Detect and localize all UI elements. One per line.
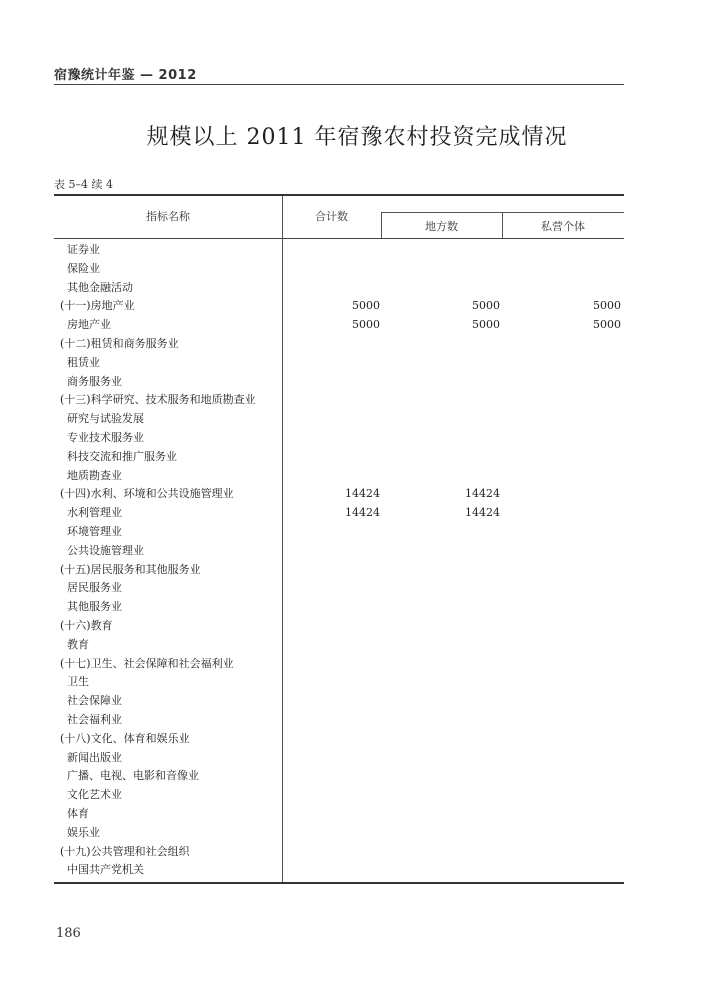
table-row <box>54 805 624 824</box>
private-cell: 5000 <box>593 318 621 332</box>
row-name: 环境管理业 <box>67 524 122 538</box>
row-name: 证券业 <box>67 243 100 256</box>
table-row <box>54 786 624 805</box>
data-table <box>54 194 624 884</box>
running-head: 宿豫统计年鉴 — 2012 <box>54 68 197 83</box>
row-name: (十七)卫生、社会保障和社会福利业 <box>60 656 234 670</box>
total-cell: 5000 <box>352 318 380 332</box>
header-bottom-rule <box>54 238 624 239</box>
row-name: (十二)租赁和商务服务业 <box>60 336 179 350</box>
row-name: 社会保障业 <box>67 694 122 708</box>
table-row <box>54 655 624 674</box>
column-header-name: 指标名称 <box>146 210 190 223</box>
table-row <box>54 843 624 862</box>
row-name: 水利管理业 <box>67 506 122 520</box>
row-name: 租赁业 <box>67 355 100 369</box>
table-row <box>54 824 624 843</box>
local-cell: 14424 <box>465 487 500 501</box>
table-row <box>54 448 624 467</box>
row-name: 体育 <box>67 806 89 820</box>
table-row <box>54 316 624 335</box>
table-row <box>54 297 624 316</box>
table-row <box>54 861 624 880</box>
row-name: (十四)水利、环境和公共设施管理业 <box>60 487 234 501</box>
row-name: (十八)文化、体育和娱乐业 <box>60 731 190 745</box>
table-row <box>54 730 624 749</box>
row-name: 研究与试验发展 <box>67 412 144 426</box>
table-row <box>54 241 624 260</box>
row-name: (十一)房地产业 <box>60 299 135 313</box>
column-header-private: 私营个体 <box>541 220 585 233</box>
row-name: 其他服务业 <box>67 600 122 614</box>
page-number: 186 <box>56 926 81 941</box>
table-row <box>54 692 624 711</box>
table-row <box>54 711 624 730</box>
row-name: 广播、电视、电影和音像业 <box>67 769 199 783</box>
table-row <box>54 598 624 617</box>
row-name: (十九)公共管理和社会组织 <box>60 844 190 858</box>
row-name: (十六)教育 <box>60 618 113 632</box>
row-name: 专业技术服务业 <box>67 430 144 444</box>
table-row <box>54 467 624 486</box>
row-name: 卫生 <box>67 675 89 689</box>
row-name: 娱乐业 <box>67 825 100 839</box>
table-row <box>54 673 624 692</box>
row-name: 文化艺术业 <box>67 788 122 802</box>
total-cell: 5000 <box>352 299 380 313</box>
row-name: 保险业 <box>67 261 100 275</box>
table-row <box>54 523 624 542</box>
table-row <box>54 561 624 580</box>
table-row <box>54 504 624 523</box>
row-name: 社会福利业 <box>67 712 122 726</box>
table-row <box>54 335 624 354</box>
row-name: 商务服务业 <box>67 374 122 388</box>
private-cell: 5000 <box>593 299 621 313</box>
row-name: (十五)居民服务和其他服务业 <box>60 562 201 576</box>
table-row <box>54 391 624 410</box>
row-name: 地质勘查业 <box>67 468 122 482</box>
row-name: 居民服务业 <box>67 581 122 595</box>
table-row <box>54 542 624 561</box>
table-row <box>54 354 624 373</box>
table-top-rule <box>54 194 624 196</box>
table-row <box>54 617 624 636</box>
local-cell: 5000 <box>472 299 500 313</box>
table-label: 表 5–4 续 4 <box>54 178 113 191</box>
table-body <box>54 241 624 880</box>
row-name: (十三)科学研究、技术服务和地质勘查业 <box>60 393 256 407</box>
table-row <box>54 429 624 448</box>
row-name: 中国共产党机关 <box>67 863 144 877</box>
row-name: 科技交流和推广服务业 <box>67 449 177 463</box>
table-row <box>54 636 624 655</box>
page-title: 规模以上 2011 年宿豫农村投资完成情况 <box>146 125 568 150</box>
table-row <box>54 767 624 786</box>
table-bottom-rule <box>54 882 624 884</box>
table-row <box>54 279 624 298</box>
row-name: 教育 <box>67 637 89 651</box>
total-cell: 14424 <box>345 487 380 501</box>
table-row <box>54 410 624 429</box>
table-row <box>54 579 624 598</box>
table-row <box>54 373 624 392</box>
row-name: 公共设施管理业 <box>67 543 144 557</box>
column-header-total: 合计数 <box>315 210 348 223</box>
table-row <box>54 749 624 768</box>
table-row <box>54 260 624 279</box>
local-cell: 14424 <box>465 506 500 520</box>
row-name: 新闻出版业 <box>67 750 122 764</box>
total-cell: 14424 <box>345 506 380 520</box>
row-name: 其他金融活动 <box>67 280 133 294</box>
column-header-local: 地方数 <box>425 220 458 233</box>
table-row <box>54 485 624 504</box>
local-cell: 5000 <box>472 318 500 332</box>
row-name: 房地产业 <box>67 318 111 332</box>
header-rule <box>54 84 624 85</box>
